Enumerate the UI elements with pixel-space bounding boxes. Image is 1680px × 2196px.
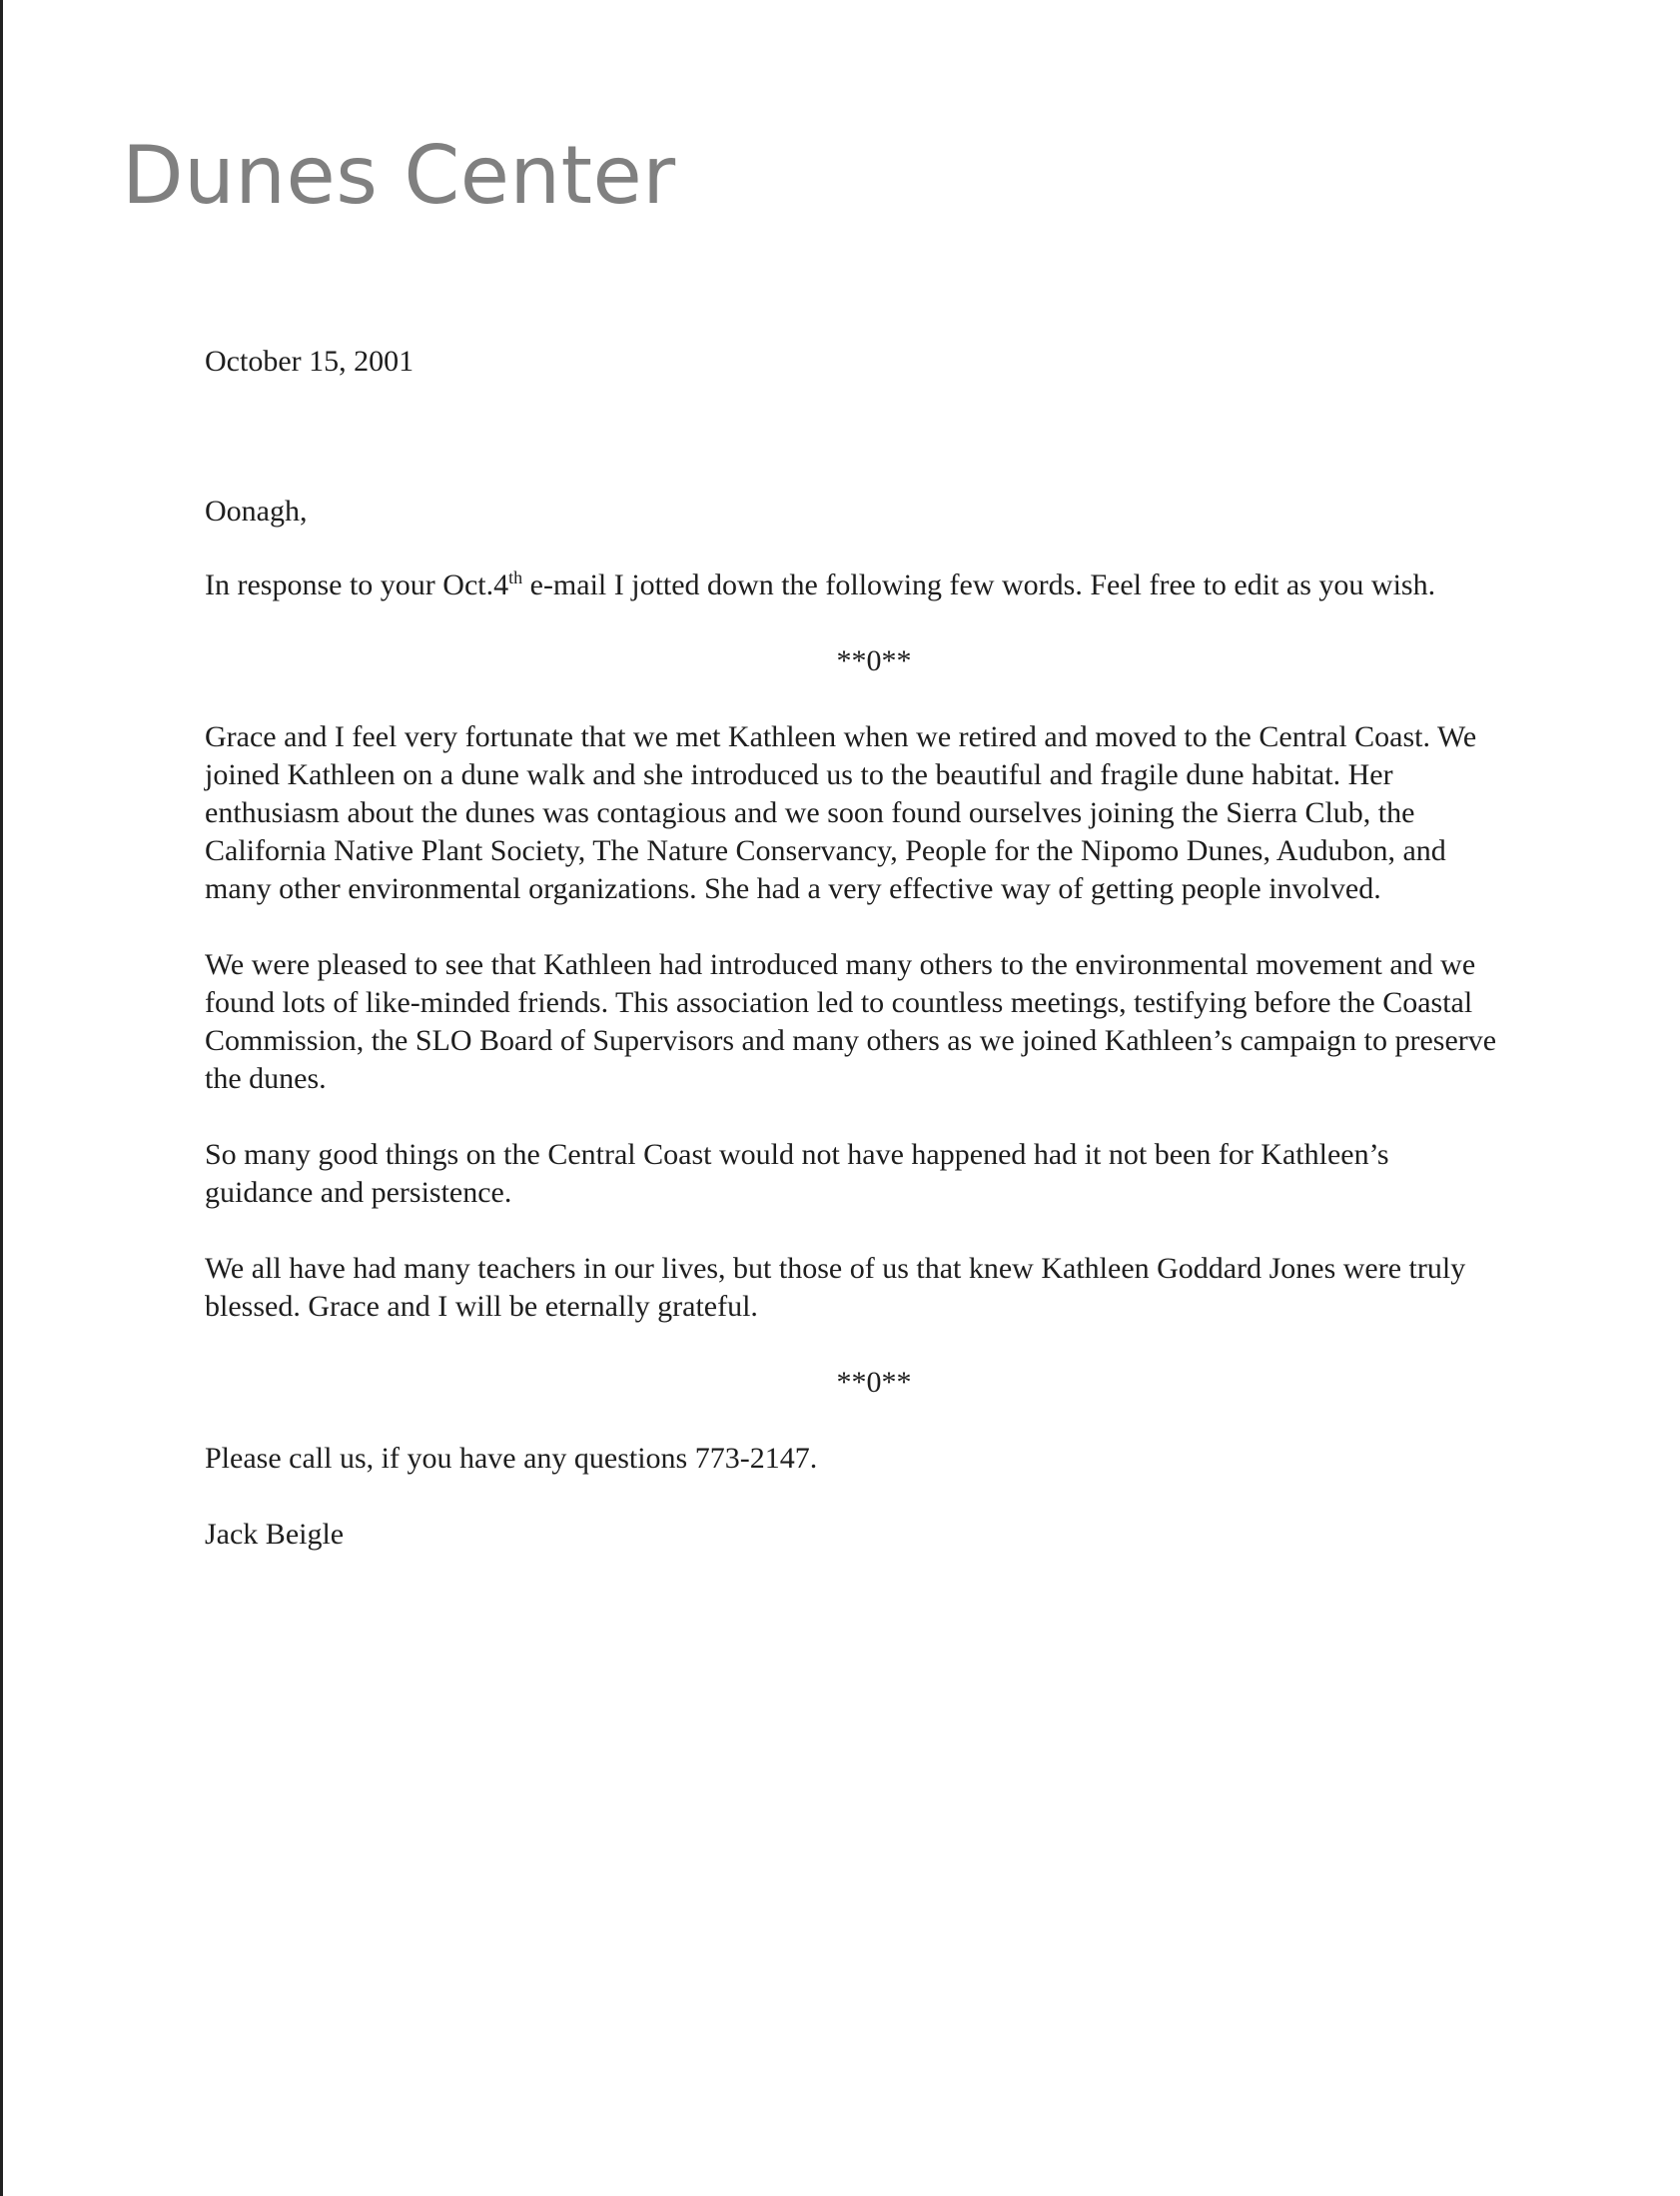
- separator-bottom: **0**: [836, 1366, 912, 1399]
- body-paragraph-3: So many good things on the Central Coast would not have happened had it not been for Kathleen’s guidance and persistence.: [205, 1138, 1389, 1209]
- signature-name: Jack Beigle: [205, 1518, 345, 1551]
- scan-edge: [0, 0, 3, 2196]
- body-paragraph-2: We were pleased to see that Kathleen had introduced many others to the environmental movement and we found lots of like-minded friends. This association led to countless meetings, testifying before the Coastal Commission, the SLO Board of Supervisors and many others as we joined Kathleen’s campaign to preserve the dunes.: [205, 948, 1497, 1095]
- letter-date: October 15, 2001: [205, 345, 415, 378]
- intro-superscript: th: [508, 567, 523, 587]
- closing-line: Please call us, if you have any questions 773-2147.: [205, 1442, 818, 1475]
- body-paragraph-1: Grace and I feel very fortunate that we met Kathleen when we retired and moved to the Central Coast. We joined Kathleen on a dune walk and she introduced us to the beautiful and fragile dune habitat. Her enthusiasm about the dunes was contagious and we soon found ourselves joining the Sierra Club, the California Native Plant Society, The Nature Conservancy, People for the Nipomo Dunes, Audubon, and many other environmental organizations. She had a very effective way of getting people involved.: [205, 720, 1477, 905]
- letter-body: [205, 343, 1503, 1554]
- letterhead-title: Dunes Center: [122, 129, 676, 222]
- body-paragraph-4: We all have had many teachers in our lives, but those of us that knew Kathleen Goddard Jones were truly blessed. Grace and I will be eternally grateful.: [205, 1252, 1466, 1323]
- intro-text-after: e-mail I jotted down the following few words. Feel free to edit as you wish.: [522, 568, 1436, 601]
- letter-greeting: Oonagh,: [205, 495, 308, 528]
- intro-text-before: In response to your Oct.4: [205, 568, 509, 601]
- intro-paragraph: [205, 566, 1503, 604]
- separator-top: **0**: [836, 644, 912, 677]
